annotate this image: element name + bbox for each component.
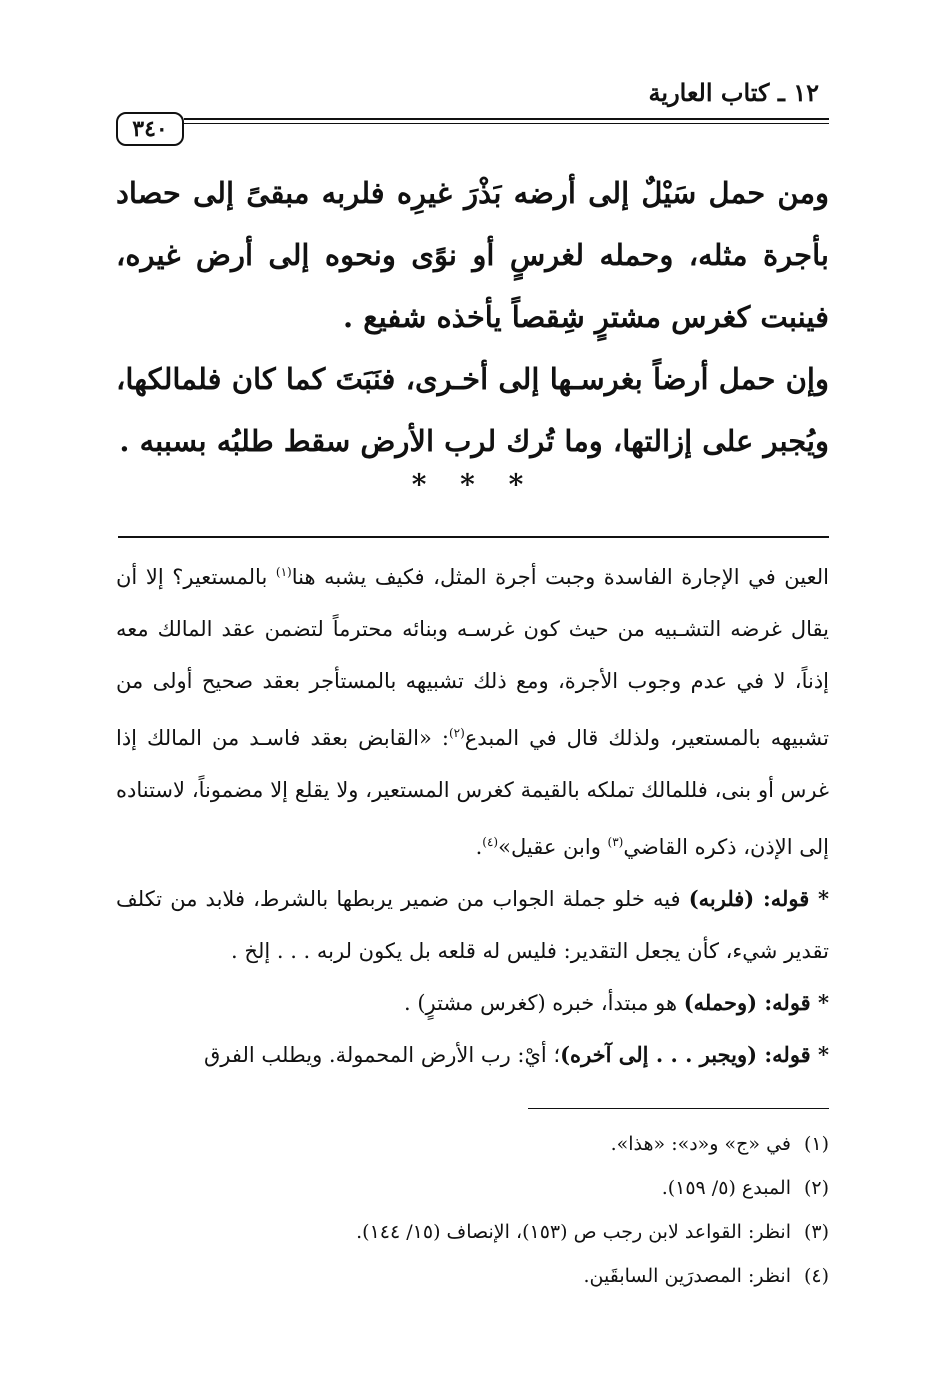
footnote-ref[interactable]: (١) (275, 565, 292, 579)
commentary-paragraph-4 (116, 1029, 829, 1081)
footnote-1 (116, 1122, 829, 1166)
running-header-title: ١٢ ـ كتاب العارية (648, 78, 819, 107)
footnote-4 (116, 1254, 829, 1298)
commentary-text-run: . (475, 835, 483, 859)
footnote-ref[interactable]: (٣) (607, 835, 624, 849)
footnote-number: (٢) (803, 1177, 829, 1199)
footnote-text: المبدع (٥/ ١٥٩). (661, 1177, 791, 1199)
commentary-divider (118, 536, 829, 538)
commentary-text-run: العين في الإجارة الفاسدة وجبت أجرة المثل، فكيف يشبه هنا (291, 565, 829, 589)
comment-marker: * قوله: (754, 886, 829, 911)
footnote-number: (٤) (803, 1265, 829, 1287)
footnote-ref[interactable]: (٤) (482, 835, 499, 849)
commentary-text-run: : «القابض بعقد فاسـد من المالك إذا غرس أو بنى، فللمالك تملكه بالقيمة كغرس المستعير، ولا يقلع إلا مضموناً، لاستناده إلى الإذن، ذكره القاضي (116, 726, 829, 859)
commentary-text (116, 546, 829, 1081)
main-text (116, 162, 829, 472)
section-divider-stars: * * * (411, 468, 536, 501)
footnote-text: انظر: المصدرَين السابقَين. (583, 1265, 791, 1287)
footnote-2 (116, 1166, 829, 1210)
footnote-text: في «ج» و«د»: «هذا». (610, 1133, 791, 1155)
footnotes (116, 1122, 829, 1298)
commentary-text-run: بالمستعير؟ إلا أن يقال غرضه التشـبيه من حيث كون غرسـه وبنائه محترماً لتضمن عقد المالك معه إذناً، لا في عدم وجوب الأجرة، ومع ذلك تشبيهه بالمستأجر بعقد صحيح أولى من تشبيهه بالمستعير، ولذلك قال في المبدع (116, 565, 829, 750)
commentary-text-run: وابن عقيل» (498, 835, 608, 859)
header-rule (184, 118, 829, 120)
commentary-paragraph-2 (116, 873, 829, 977)
quoted-term: (فلربه) (688, 886, 755, 911)
commentary-text-run: فيه خلو جملة الجواب من ضمير يربطها بالشرط، فلابد من تكلف تقدير شيء، كأن يجعل التقدير: فليس له قلعه بل يكون لربه . . . إلخ . (116, 887, 829, 963)
comment-marker: * قوله: (757, 1042, 829, 1067)
commentary-text-run: ؛ أيْ: رب الأرض المحمولة. ويطلب الفرق (204, 1043, 561, 1067)
quoted-term: (ويجبر . . . إلى آخره) (560, 1042, 758, 1067)
footnote-number: (٣) (803, 1221, 829, 1243)
main-paragraph-1: ومن حمل سَيْلٌ إلى أرضه بَذْرَ غيرِه فلربه مبقىً إلى حصاد بأجرة مثله، وحمله لغرسٍ أو نوًى ونحوه إلى أرض غيره، فينبت كغرس مشترٍ شِقصاً يأخذه شفيع . (116, 176, 829, 334)
footnote-divider (528, 1108, 829, 1109)
page-number: ٣٤٠ (116, 112, 184, 146)
commentary-text-run: هو مبتدأ، خبره (كغرس مشترٍ) . (403, 991, 684, 1015)
commentary-paragraph-1 (116, 546, 829, 873)
header-rule-thin (184, 123, 829, 124)
footnote-ref[interactable]: (٢) (448, 726, 465, 740)
main-paragraph-2: وإن حمل أرضاً بغرسـها إلى أخـرى، فنَبَتَ كما كان فلمالكها، ويُجبر على إزالتها، وما تُرك لرب الأرض سقط طلبُه بسببه . (116, 362, 829, 458)
comment-marker: * قوله: (757, 990, 829, 1015)
footnote-number: (١) (803, 1133, 829, 1155)
footnote-3 (116, 1210, 829, 1254)
commentary-paragraph-3 (116, 977, 829, 1029)
quoted-term: (وحمله) (683, 990, 758, 1015)
footnote-text: انظر: القواعد لابن رجب ص (١٥٣)، الإنصاف (١٥/ ١٤٤). (356, 1221, 791, 1243)
